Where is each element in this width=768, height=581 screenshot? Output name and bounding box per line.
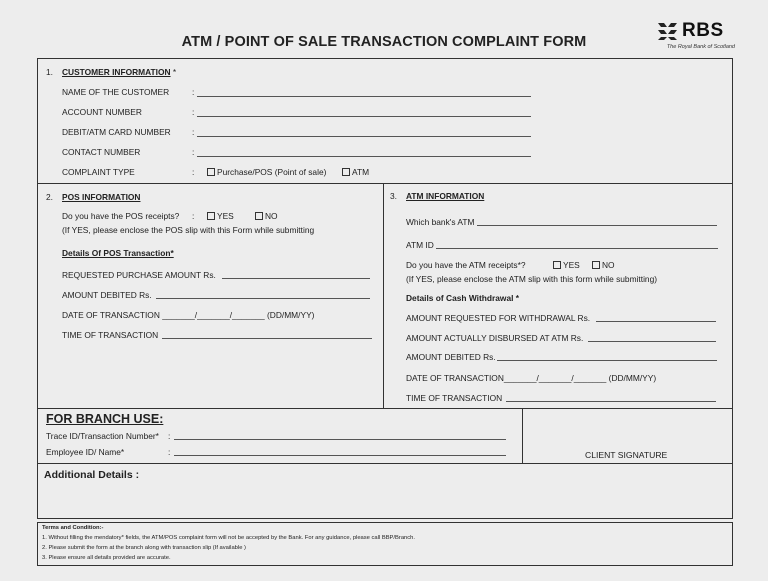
- section3-heading: ATM INFORMATION: [406, 191, 485, 201]
- atm-debited-field[interactable]: [497, 360, 717, 361]
- employee-label: Employee ID/ Name*: [46, 447, 125, 457]
- terms-item: 1. Without filling the mendatory* fields, the ATM/POS complaint form will not be accepted by the Bank. For any guidance, please call BBP/Branch.: [42, 535, 416, 541]
- atm-requested-field[interactable]: [596, 321, 716, 322]
- atm-debited-label: AMOUNT DEBITED Rs.: [406, 352, 496, 362]
- pos-requested-label: REQUESTED PURCHASE AMOUNT Rs.: [62, 270, 216, 280]
- complaint-pos-option[interactable]: Purchase/POS (Point of sale): [207, 167, 326, 177]
- section3-number: 3.: [390, 191, 397, 201]
- contact-number-field[interactable]: [197, 156, 531, 157]
- card-number-label: DEBIT/ATM CARD NUMBER: [62, 127, 171, 137]
- pos-debited-field[interactable]: [156, 298, 370, 299]
- section1-heading: CUSTOMER INFORMATION *: [62, 67, 177, 77]
- additional-details-section[interactable]: [37, 463, 733, 519]
- which-atm-label: Which bank's ATM: [406, 217, 475, 227]
- atm-no-option[interactable]: NO: [592, 260, 615, 270]
- pos-time-field[interactable]: [162, 338, 372, 339]
- terms-heading: Terms and Condition:-: [42, 525, 104, 531]
- branch-heading: FOR BRANCH USE:: [46, 412, 164, 426]
- account-number-label: ACCOUNT NUMBER: [62, 107, 142, 117]
- atm-id-field[interactable]: [436, 248, 718, 249]
- checkbox-icon[interactable]: [592, 261, 600, 269]
- atm-receipt-question: Do you have the ATM receipts*?: [406, 260, 526, 270]
- pos-yes-option[interactable]: YES: [207, 211, 234, 221]
- customer-name-label: NAME OF THE CUSTOMER: [62, 87, 170, 97]
- pos-time-label: TIME OF TRANSACTION: [62, 330, 159, 340]
- pos-note: (If YES, please enclose the POS slip with this Form while submitting: [62, 225, 315, 235]
- section2-heading: POS INFORMATION: [62, 192, 141, 202]
- additional-details-heading: Additional Details :: [44, 469, 140, 481]
- which-atm-field[interactable]: [477, 225, 717, 226]
- pos-requested-field[interactable]: [222, 278, 370, 279]
- brand-tagline: The Royal Bank of Scotland: [666, 44, 735, 50]
- atm-details-heading: Details of Cash Withdrawal *: [406, 293, 520, 303]
- atm-time-field[interactable]: [506, 401, 716, 402]
- brand-name: RBS: [682, 20, 724, 41]
- client-signature-label: CLIENT SIGNATURE: [585, 450, 668, 460]
- rbs-logo: [657, 20, 735, 54]
- daisy-wheel-icon: [657, 21, 679, 41]
- atm-date-field[interactable]: DATE OF TRANSACTION_______/_______/_______ (DD/MM/YY): [406, 373, 657, 383]
- complaint-atm-option[interactable]: ATM: [342, 167, 369, 177]
- atm-time-label: TIME OF TRANSACTION: [406, 393, 503, 403]
- pos-receipt-question: Do you have the POS receipts?: [62, 211, 180, 221]
- checkbox-icon[interactable]: [553, 261, 561, 269]
- atm-note: (If YES, please enclose the ATM slip with this form while submitting): [406, 274, 658, 284]
- trace-id-label: Trace ID/Transaction Number*: [46, 431, 159, 441]
- atm-disbursed-field[interactable]: [588, 341, 716, 342]
- pos-details-heading: Details Of POS Transaction*: [62, 248, 174, 258]
- checkbox-icon[interactable]: [207, 212, 215, 220]
- atm-yes-option[interactable]: YES: [553, 260, 580, 270]
- complaint-type-label: COMPLAINT TYPE: [62, 167, 135, 177]
- checkbox-icon[interactable]: [255, 212, 263, 220]
- checkbox-icon[interactable]: [207, 168, 215, 176]
- pos-date-field[interactable]: DATE OF TRANSACTION _______/_______/_______ (DD/MM/YY): [62, 310, 315, 320]
- pos-no-option[interactable]: NO: [255, 211, 278, 221]
- card-number-field[interactable]: [197, 136, 531, 137]
- pos-debited-label: AMOUNT DEBITED Rs.: [62, 290, 152, 300]
- section1-number: 1.: [46, 67, 53, 77]
- atm-disbursed-label: AMOUNT ACTUALLY DISBURSED AT ATM Rs.: [406, 333, 584, 343]
- trace-id-field[interactable]: [174, 439, 506, 440]
- terms-item: 3. Please ensure all details provided are accurate.: [42, 555, 171, 561]
- customer-name-field[interactable]: [197, 96, 531, 97]
- terms-item: 2. Please submit the form at the branch along with transaction slip (If available ): [42, 545, 246, 551]
- account-number-field[interactable]: [197, 116, 531, 117]
- contact-number-label: CONTACT NUMBER: [62, 147, 141, 157]
- atm-id-label: ATM ID: [406, 240, 434, 250]
- form-title: ATM / POINT OF SALE TRANSACTION COMPLAINT FORM: [181, 34, 587, 50]
- employee-field[interactable]: [174, 455, 506, 456]
- checkbox-icon[interactable]: [342, 168, 350, 176]
- section2-number: 2.: [46, 192, 53, 202]
- atm-requested-label: AMOUNT REQUESTED FOR WITHDRAWAL Rs.: [406, 313, 591, 323]
